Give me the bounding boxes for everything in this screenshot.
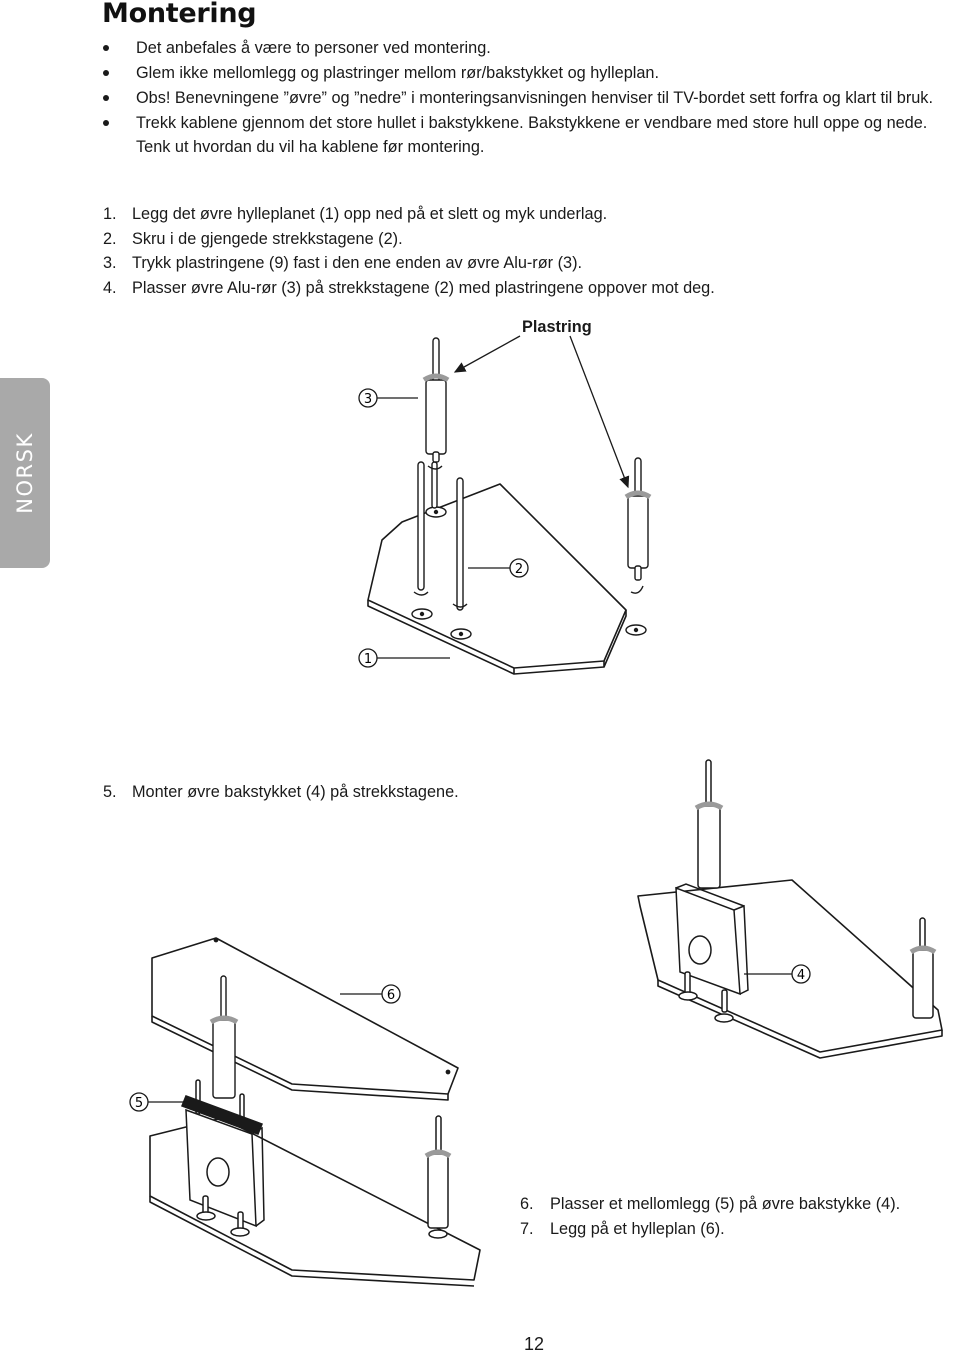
figure-2-upper-shelf <box>152 938 458 1100</box>
bullet-text: Det anbefales å være to personer ved montering. <box>136 39 491 57</box>
plastring-arrows <box>455 336 628 487</box>
step-text: Monter øvre bakstykket (4) på strekkstagene. <box>132 783 459 801</box>
page-title: Montering <box>102 0 257 29</box>
step-number: 2. <box>103 229 117 248</box>
step-text: Legg det øvre hylleplanet (1) opp ned på et slett og myk underlag. <box>132 205 608 223</box>
bullet-text: Trekk kablene gjennom det store hullet i bakstykkene. Bakstykkene er vendbare med store hull oppe og nede. Tenk ut hvordan du vil ha kablene før montering. <box>136 114 928 156</box>
step-number: 7. <box>520 1219 534 1238</box>
bullet-lead: Obs! <box>136 89 171 107</box>
callout-number: 5 <box>134 1096 144 1111</box>
bullet-text: Glem ikke mellomlegg og plastringer mellom rør/bakstykket og hylleplan. <box>136 64 660 82</box>
step-number: 6. <box>520 1195 534 1213</box>
step-text: Legg på et hylleplan (6). <box>550 1219 725 1238</box>
step-number: 4. <box>103 278 117 297</box>
figure-1-shelf <box>368 484 626 674</box>
callout-number: 1 <box>363 652 373 667</box>
step-text: Plasser øvre Alu-rør (3) på strekkstagene (2) med plastringene oppover mot deg. <box>132 278 715 297</box>
step-number: 3. <box>103 254 117 272</box>
callout-number: 3 <box>363 392 373 407</box>
step-number: 5. <box>103 783 117 801</box>
language-tab-label: NORSK <box>13 432 37 514</box>
callout-number: 4 <box>796 968 806 983</box>
step-text: Skru i de gjengede strekkstagene (2). <box>132 229 403 248</box>
plastring-label: Plastring <box>522 318 592 336</box>
step-text: Plasser et mellomlegg (5) på øvre bakstykke (4). <box>550 1195 901 1213</box>
page-number: 12 <box>523 1334 545 1354</box>
callout-number: 6 <box>386 988 396 1003</box>
step-number: 1. <box>103 205 117 223</box>
step-text: Trykk plastringene (9) fast i den ene enden av øvre Alu-rør (3). <box>132 254 583 272</box>
callout-number: 2 <box>514 562 524 577</box>
bullet-text: Benevningene ”øvre” og ”nedre” i monteringsanvisningen henviser til TV-bordet sett forfra og klart til bruk. <box>170 89 933 107</box>
